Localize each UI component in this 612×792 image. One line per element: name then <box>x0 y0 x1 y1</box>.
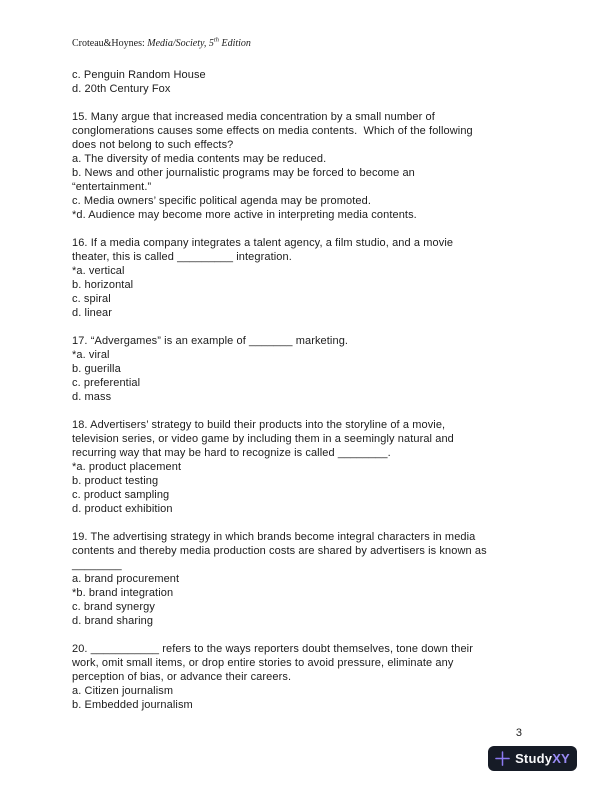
text-line: 19. The advertising strategy in which brands become integral characters in media <box>72 531 476 543</box>
text-line: conglomerations causes some effects on media contents. Which of the following <box>72 125 473 137</box>
text-line: c. Media owners’ specific political agenda may be promoted. <box>72 195 371 207</box>
brand-wordmark <box>515 752 570 765</box>
text-line: 20. ___________ refers to the ways reporters doubt themselves, tone down their <box>72 643 473 655</box>
block-q14-options-remainder <box>72 68 552 96</box>
text-line: d. linear <box>72 307 113 319</box>
text-line: theater, this is called _________ integration. <box>72 251 292 263</box>
header-edition: Edition <box>218 38 251 49</box>
text-line: does not belong to such effects? <box>72 139 234 151</box>
text-line: b. News and other journalistic programs may be forced to become an <box>72 167 415 179</box>
block-q19 <box>72 530 552 628</box>
text-line: 16. If a media company integrates a talent agency, a film studio, and a movie <box>72 237 454 249</box>
text-line: *d. Audience may become more active in interpreting media contents. <box>72 209 417 221</box>
text-line: recurring way that may be hard to recognize is called ________. <box>72 447 391 459</box>
text-line: ________ <box>72 559 122 571</box>
running-header <box>72 38 251 49</box>
text-line: television series, or video game by including them in a seemingly natural and <box>72 433 454 445</box>
brand-xy-text: XY <box>552 751 570 766</box>
text-line: contents and thereby media production costs are shared by advertisers is known as <box>72 545 487 557</box>
header-superscript: th <box>213 36 219 44</box>
block-q15 <box>72 110 552 222</box>
text-line: “entertainment.” <box>72 181 152 193</box>
text-line: *b. brand integration <box>72 587 174 599</box>
text-line: d. product exhibition <box>72 503 173 515</box>
text-line: *a. product placement <box>72 461 182 473</box>
text-line: a. Citizen journalism <box>72 685 174 697</box>
text-line: b. Embedded journalism <box>72 699 193 711</box>
text-line: d. mass <box>72 391 112 403</box>
header-prefix: Croteau&Hoynes: <box>72 38 148 49</box>
text-line: c. brand synergy <box>72 601 155 613</box>
text-line: b. horizontal <box>72 279 134 291</box>
text-line: 15. Many argue that increased media concentration by a small number of <box>72 111 435 123</box>
text-line: c. product sampling <box>72 489 170 501</box>
text-line: a. brand procurement <box>72 573 180 585</box>
text-line: work, omit small items, or drop entire stories to avoid pressure, eliminate any <box>72 657 454 669</box>
text-line: c. Penguin Random House <box>72 69 206 81</box>
block-q20 <box>72 642 552 712</box>
header-book-title: Media/Society, 5 <box>147 38 214 49</box>
text-line: 17. “Advergames” is an example of _______ marketing. <box>72 335 349 347</box>
text-line: c. preferential <box>72 377 141 389</box>
block-q16 <box>72 236 552 320</box>
text-line: perception of bias, or advance their careers. <box>72 671 292 683</box>
text-line: *a. viral <box>72 349 110 361</box>
text-line: 18. Advertisers’ strategy to build their products into the storyline of a movie, <box>72 419 446 431</box>
text-line: c. spiral <box>72 293 111 305</box>
text-line: b. guerilla <box>72 363 121 375</box>
text-line: d. brand sharing <box>72 615 154 627</box>
text-line: a. The diversity of media contents may be reduced. <box>72 153 327 165</box>
text-line: b. product testing <box>72 475 159 487</box>
block-q18 <box>72 418 552 516</box>
block-q17 <box>72 334 552 404</box>
document-body <box>72 68 552 712</box>
text-line: d. 20th Century Fox <box>72 83 171 95</box>
plus-icon <box>495 751 510 766</box>
page-number: 3 <box>515 727 522 739</box>
text-line: *a. vertical <box>72 265 125 277</box>
brand-study-text: Study <box>515 751 553 766</box>
studyxy-badge <box>488 746 577 771</box>
